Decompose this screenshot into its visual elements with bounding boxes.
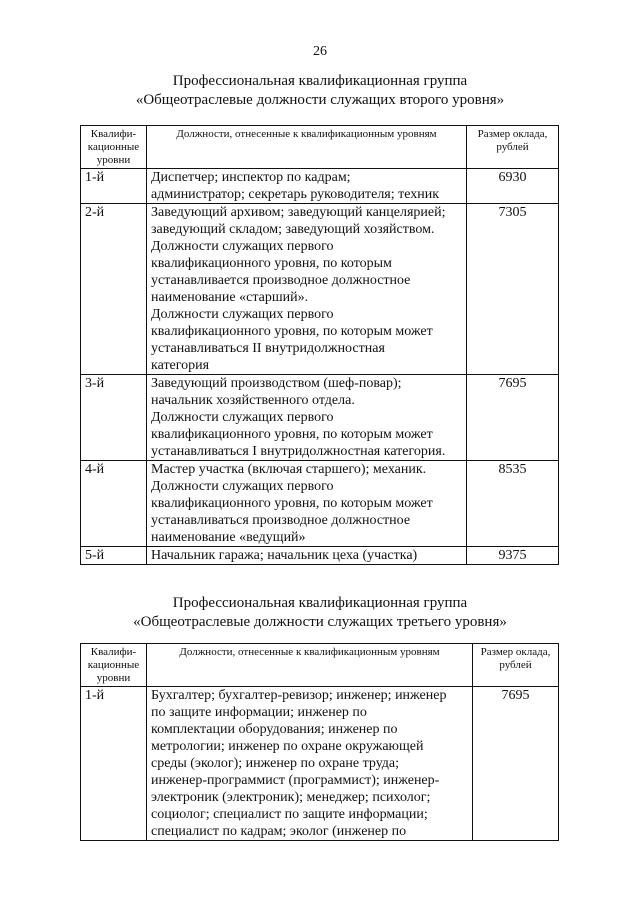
position-text-line: комплектации оборудования; инженер по xyxy=(151,722,398,737)
section1-title-line2: «Общеотраслевые должности служащих второго уровня» xyxy=(135,92,505,108)
section2-heading xyxy=(0,594,640,632)
table-row xyxy=(81,375,559,461)
position-text-line: специалист по кадрам; эколог (инженер по xyxy=(151,824,407,839)
position-text-line: устанавливаться II внутридолжностная xyxy=(151,341,385,356)
position-text-line: Должности служащих первого xyxy=(151,479,334,494)
position-text-line: Начальник гаража; начальник цеха (участка) xyxy=(151,548,418,563)
header-level: Квалифи- кационные уровни xyxy=(81,126,147,169)
positions-cell xyxy=(147,169,467,204)
table-row xyxy=(81,169,559,204)
position-text-line: квалификационного уровня, по которым может xyxy=(151,496,433,511)
position-text-line: по защите информации; инженер по xyxy=(151,705,367,720)
salary-cell: 7695 xyxy=(473,687,559,841)
position-text-line: среды (эколог); инженер по охране труда; xyxy=(151,756,400,771)
position-text-line: электроник (электроник); менеджер; психолог; xyxy=(151,790,431,805)
salary-cell: 7305 xyxy=(467,204,559,375)
position-text-line: инженер-программист (программист); инженер- xyxy=(151,773,440,788)
position-text-line: Заведующий производством (шеф-повар); xyxy=(151,376,402,391)
level-cell: 1-й xyxy=(81,169,147,204)
level-cell: 4-й xyxy=(81,461,147,547)
table-row xyxy=(81,461,559,547)
table-row xyxy=(81,547,559,565)
salary-cell: 9375 xyxy=(467,547,559,565)
position-text-line: наименование «старший». xyxy=(151,290,309,305)
header-level: Квалифи- кационные уровни xyxy=(81,644,147,687)
section2-title-line2: «Общеотраслевые должности служащих третьего уровня» xyxy=(133,614,507,630)
position-text-line: начальник хозяйственного отдела. xyxy=(151,393,355,408)
position-text-line: Бухгалтер; бухгалтер-ревизор; инженер; инженер xyxy=(151,688,447,703)
section1-heading xyxy=(0,72,640,110)
position-text-line: администратор; секретарь руководителя; техник xyxy=(151,187,440,202)
position-text-line: метрологии; инженер по охране окружающей xyxy=(151,739,424,754)
positions-cell xyxy=(147,547,467,565)
salary-cell: 6930 xyxy=(467,169,559,204)
header-salary: Размер оклада, рублей xyxy=(473,644,559,687)
table-header-row xyxy=(81,644,559,687)
level-cell: 3-й xyxy=(81,375,147,461)
table-row xyxy=(81,204,559,375)
section1-table xyxy=(80,125,559,565)
page-number: 26 xyxy=(313,44,327,59)
position-text-line: категория xyxy=(151,358,210,373)
position-text-line: социолог; специалист по защите информации; xyxy=(151,807,428,822)
position-text-line: Заведующий архивом; заведующий канцелярией; xyxy=(151,205,446,220)
position-text-line: Должности служащих первого xyxy=(151,307,334,322)
position-text-line: Мастер участка (включая старшего); механик. xyxy=(151,462,427,477)
salary-cell: 7695 xyxy=(467,375,559,461)
level-cell: 2-й xyxy=(81,204,147,375)
section1-title-line1: Профессиональная квалификационная группа xyxy=(172,73,468,89)
position-text-line: Диспетчер; инспектор по кадрам; xyxy=(151,170,351,185)
header-salary: Размер оклада, рублей xyxy=(467,126,559,169)
level-cell: 5-й xyxy=(81,547,147,565)
table-row xyxy=(81,687,559,841)
position-text-line: устанавливаться I внутридолжностная категория. xyxy=(151,444,446,459)
positions-cell xyxy=(147,204,467,375)
position-text-line: устанавливается производное должностное xyxy=(151,273,411,288)
position-text-line: Должности служащих первого xyxy=(151,410,334,425)
position-text-line: квалификационного уровня, по которым xyxy=(151,256,392,271)
level-cell: 1-й xyxy=(81,687,147,841)
position-text-line: наименование «ведущий» xyxy=(151,530,306,545)
position-text-line: устанавливаться производное должностное xyxy=(151,513,411,528)
section2-table xyxy=(80,643,559,841)
position-text-line: квалификационного уровня, по которым может xyxy=(151,427,433,442)
table-header-row xyxy=(81,126,559,169)
section2-title-line1: Профессиональная квалификационная группа xyxy=(172,595,468,611)
position-text-line: заведующий складом; заведующий хозяйством. xyxy=(151,222,435,237)
position-text-line: Должности служащих первого xyxy=(151,239,334,254)
positions-cell xyxy=(147,461,467,547)
positions-cell xyxy=(147,687,473,841)
header-positions: Должности, отнесенные к квалификационным уровням xyxy=(147,126,467,169)
positions-cell xyxy=(147,375,467,461)
position-text-line: квалификационного уровня, по которым может xyxy=(151,324,433,339)
header-positions: Должности, отнесенные к квалификационным уровням xyxy=(147,644,473,687)
salary-cell: 8535 xyxy=(467,461,559,547)
